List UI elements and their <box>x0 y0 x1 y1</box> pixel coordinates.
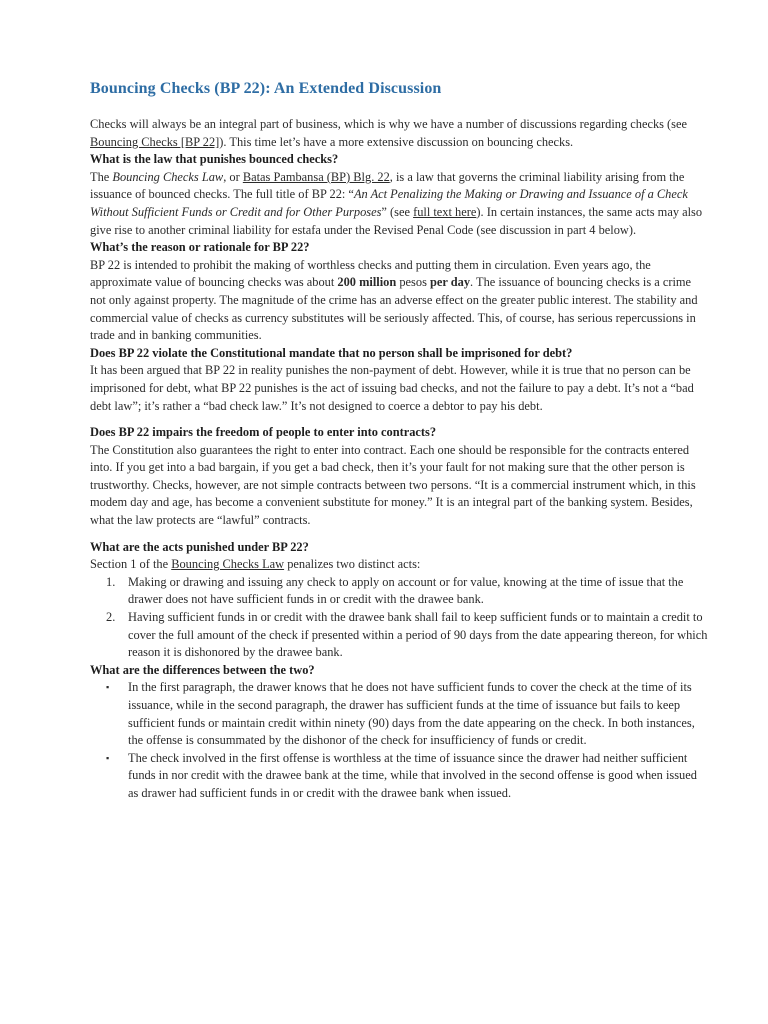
item-text: In the first paragraph, the drawer knows that he does not have sufficient funds to cover the check at the time of its issuance, while in the second paragraph, the drawer has sufficient funds at the time of issuance but fails to keep sufficient funds or maintain credit within ninety (90) days from the date appearing on the check. In both instances, the offense is consummated by the dishonor of the check for insufficiency of funds or credit. <box>128 680 695 748</box>
list-item <box>90 574 708 609</box>
bullet-icon: ▪ <box>106 682 110 693</box>
intro-paragraph <box>90 116 708 151</box>
list-item <box>90 679 708 749</box>
full-text-link[interactable]: full text here <box>413 204 477 219</box>
list-item <box>90 750 708 803</box>
answer-rationale <box>90 257 708 345</box>
bullet-icon: ▪ <box>106 752 110 763</box>
text: The <box>90 169 113 184</box>
item-text: The check involved in the first offense is worthless at the time of issuance since the drawer had neither sufficient funds in nor credit with the drawee bank at the time, while that involved in the second offense is good when issued as drawer had sufficient funds in or credit with the drawee bank when issued. <box>128 750 697 800</box>
text: ” (see <box>381 204 414 219</box>
item-number: 2. <box>106 610 116 625</box>
question-constitutional: Does BP 22 violate the Constitutional mandate that no person shall be imprisoned for debt? <box>90 345 573 360</box>
differences-list <box>90 679 708 802</box>
bouncing-checks-law-link[interactable]: Bouncing Checks Law <box>171 557 285 572</box>
document-title: Bouncing Checks (BP 22): An Extended Discussion <box>90 80 442 97</box>
question-acts: What are the acts punished under BP 22? <box>90 539 309 554</box>
law-name-italic: Bouncing Checks Law <box>112 169 224 184</box>
intro-text-end: ). This time let’s have a more extensive discussion on bouncing checks. <box>219 134 574 149</box>
question-differences: What are the differences between the two? <box>90 662 315 677</box>
answer-constitutional: It has been argued that BP 22 in reality punishes the non-payment of debt. However, while it is true that no person can be imprisoned for debt, what BP 22 punishes is the act of issuing bad checks, and not the failure to pay a debt. It’s not a “bad debt law”; it’s rather a “bad check law.” It’s not designed to coerce a debtor to pay his debt. <box>90 363 694 413</box>
acts-intro <box>90 556 708 574</box>
batas-pambansa-link[interactable]: Batas Pambansa (BP) Blg. 22 <box>242 169 390 184</box>
text: ). In certain instances, the same acts may also give rise to another criminal liability for estafa under the Revised Penal Code (see discussion in part 4 below). <box>90 204 703 237</box>
text: , is a law that governs the criminal liability arising from the issuance of bounced checks. The full title of BP 22: “ <box>90 169 685 202</box>
spacer <box>90 530 708 539</box>
law-title-italic: An Act Penalizing the Making or Drawing and Issuance of a Check Without Sufficient Funds or Credit and for Other Purposes <box>90 187 688 219</box>
list-item <box>90 609 708 662</box>
acts-list <box>90 574 708 662</box>
intro-text: Checks will always be an integral part of business, which is why we have a number of discussions regarding checks (see <box>90 117 688 131</box>
spacer <box>90 415 708 424</box>
bp22-link[interactable]: Bouncing Checks [BP 22] <box>90 134 220 149</box>
answer-contracts: The Constitution also guarantees the right to enter into contract. Each one should be responsible for the contracts entered into. If you get into a bad bargain, if you get a bad check, then it’s your fault for not making sure that the other person is trustworthy. Checks, however, are not simple contracts between two persons. “It is a commercial instrument which, in this modem day and age, has become a convenient substitute for money.” It is an integral part of the banking system. Besides, what the law protects are “lawful” contracts. <box>90 442 696 528</box>
answer-law <box>90 169 708 239</box>
text: , or <box>223 169 243 184</box>
item-text: Having sufficient funds in or credit with the drawee bank shall fail to keep sufficient funds or to maintain a credit to cover the full amount of the check if presented within a period of 90 days from the date appearing thereon, for which reason it is dishonored by the drawee bank. <box>128 610 708 660</box>
amount-bold: 200 million <box>337 275 397 290</box>
per-day-bold: per day <box>430 275 471 290</box>
text: penalizes two distinct acts: <box>284 557 421 572</box>
question-contracts: Does BP 22 impairs the freedom of people to enter into contracts? <box>90 425 437 440</box>
question-rationale: What’s the reason or rationale for BP 22? <box>90 240 310 255</box>
question-law: What is the law that punishes bounced checks? <box>90 152 339 167</box>
item-text: Making or drawing and issuing any check to apply on account or for value, knowing at the time of issue that the drawer does not have sufficient funds in or credit with the drawee bank. <box>128 574 684 607</box>
text: Section 1 of the <box>90 557 172 572</box>
text: pesos <box>396 275 430 290</box>
text: . The issuance of bouncing checks is a crime not only against property. The magnitude of the crime has an adverse effect on the greater public interest. The stability and commercial value of checks as currency substitutes will be seriously affected. This, of course, has serious repercussions in trade and in banking communities. <box>90 275 698 343</box>
text: BP 22 is intended to prohibit the making of worthless checks and putting them in circulation. Even years ago, the approximate value of bouncing checks was about <box>90 257 651 290</box>
item-number: 1. <box>106 574 116 589</box>
